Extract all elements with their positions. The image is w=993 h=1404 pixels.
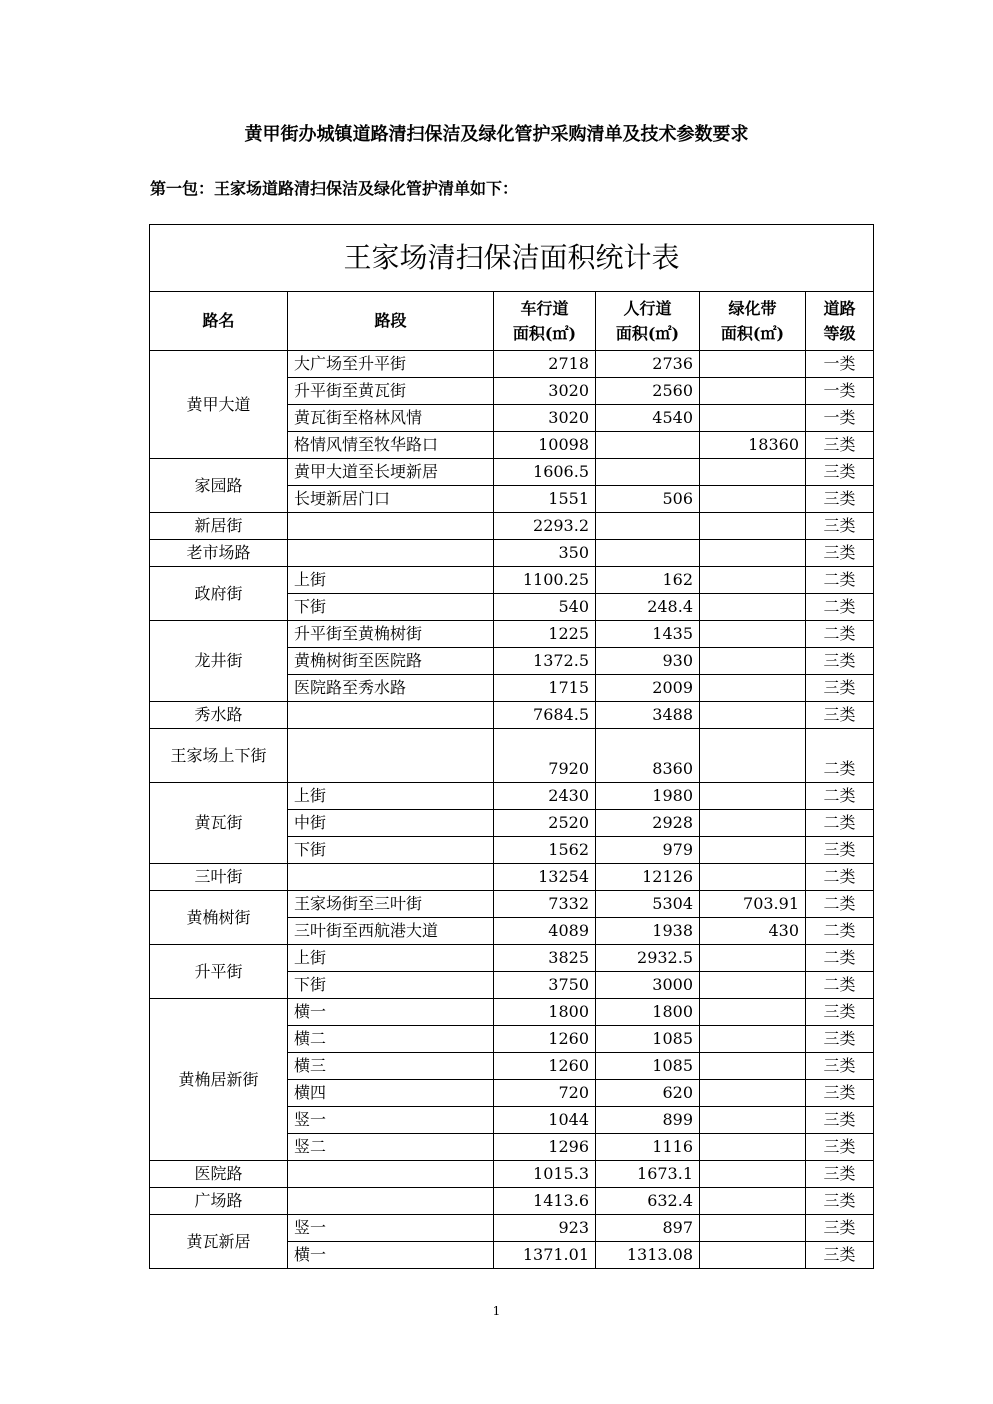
sidewalk-area-cell [596, 432, 700, 459]
table-row [150, 1215, 874, 1242]
green-belt-area-cell [700, 675, 806, 702]
segment-cell: 大广场至升平街 [288, 351, 494, 378]
segment-cell: 上街 [288, 945, 494, 972]
road-grade-cell: 二类 [806, 567, 874, 594]
sidewalk-area-cell: 2928 [596, 810, 700, 837]
road-grade-cell: 二类 [806, 729, 874, 783]
road-grade-cell: 二类 [806, 810, 874, 837]
carriageway-area-cell: 1044 [494, 1107, 596, 1134]
segment-cell: 黄瓦街至格林风情 [288, 405, 494, 432]
carriageway-area-cell: 13254 [494, 864, 596, 891]
segment-cell: 王家场街至三叶街 [288, 891, 494, 918]
sidewalk-area-cell: 1938 [596, 918, 700, 945]
carriageway-area-cell: 1715 [494, 675, 596, 702]
road-grade-cell: 一类 [806, 351, 874, 378]
road-grade-cell: 二类 [806, 594, 874, 621]
road-grade-cell: 三类 [806, 1242, 874, 1269]
segment-cell: 升平街至黄桷树街 [288, 621, 494, 648]
header-sidewalk-area [596, 292, 700, 351]
carriageway-area-cell: 3020 [494, 405, 596, 432]
segment-cell: 下街 [288, 972, 494, 999]
sidewalk-area-cell: 632.4 [596, 1188, 700, 1215]
sidewalk-area-cell: 2009 [596, 675, 700, 702]
road-name-cell: 医院路 [150, 1161, 288, 1188]
carriageway-area-cell: 1015.3 [494, 1161, 596, 1188]
segment-cell: 横二 [288, 1026, 494, 1053]
green-belt-area-cell [700, 621, 806, 648]
section-heading: 第一包：王家场道路清扫保洁及绿化管护清单如下： [150, 179, 519, 198]
carriageway-area-cell: 1413.6 [494, 1188, 596, 1215]
road-grade-cell: 二类 [806, 891, 874, 918]
table-row [150, 1161, 874, 1188]
road-grade-cell: 三类 [806, 1134, 874, 1161]
road-grade-cell: 三类 [806, 1215, 874, 1242]
carriageway-area-cell: 2520 [494, 810, 596, 837]
carriageway-area-cell: 1372.5 [494, 648, 596, 675]
green-belt-area-cell [700, 702, 806, 729]
segment-cell [288, 702, 494, 729]
green-belt-area-cell [700, 378, 806, 405]
header-carriageway-line2: 面积(㎡) [512, 324, 577, 343]
road-name-cell: 黄瓦新居 [150, 1215, 288, 1269]
road-grade-cell: 二类 [806, 783, 874, 810]
carriageway-area-cell: 3020 [494, 378, 596, 405]
carriageway-area-cell: 4089 [494, 918, 596, 945]
road-grade-cell: 三类 [806, 1188, 874, 1215]
sidewalk-area-cell: 1085 [596, 1026, 700, 1053]
road-grade-cell: 三类 [806, 1080, 874, 1107]
header-segment: 路段 [288, 292, 494, 351]
header-grade-line2: 等级 [823, 324, 856, 343]
segment-cell: 长埂新居门口 [288, 486, 494, 513]
sidewalk-area-cell: 897 [596, 1215, 700, 1242]
header-green-line2: 面积(㎡) [720, 324, 785, 343]
green-belt-area-cell [700, 459, 806, 486]
sidewalk-area-cell: 899 [596, 1107, 700, 1134]
road-name-cell: 黄桷树街 [150, 891, 288, 945]
road-grade-cell: 一类 [806, 378, 874, 405]
table-title: 王家场清扫保洁面积统计表 [150, 225, 874, 292]
road-name-cell: 升平街 [150, 945, 288, 999]
table-row [150, 1188, 874, 1215]
green-belt-area-cell [700, 1080, 806, 1107]
segment-cell: 上街 [288, 783, 494, 810]
road-name-cell: 黄甲大道 [150, 351, 288, 459]
segment-cell: 横四 [288, 1080, 494, 1107]
segment-cell [288, 513, 494, 540]
carriageway-area-cell: 1100.25 [494, 567, 596, 594]
road-grade-cell: 三类 [806, 486, 874, 513]
table-row [150, 459, 874, 486]
header-row [150, 292, 874, 351]
segment-cell: 横三 [288, 1053, 494, 1080]
road-grade-cell: 三类 [806, 432, 874, 459]
road-grade-cell: 三类 [806, 702, 874, 729]
carriageway-area-cell: 2293.2 [494, 513, 596, 540]
page-number: 1 [492, 1304, 501, 1318]
green-belt-area-cell [700, 1053, 806, 1080]
document-title: 黄甲街办城镇道路清扫保洁及绿化管护采购清单及技术参数要求 [244, 124, 749, 145]
carriageway-area-cell: 923 [494, 1215, 596, 1242]
carriageway-area-cell: 3825 [494, 945, 596, 972]
sidewalk-area-cell: 1085 [596, 1053, 700, 1080]
green-belt-area-cell [700, 594, 806, 621]
header-road-grade [806, 292, 874, 351]
green-belt-area-cell [700, 1161, 806, 1188]
road-name-cell: 家园路 [150, 459, 288, 513]
segment-cell: 竖一 [288, 1107, 494, 1134]
table-row [150, 891, 874, 918]
road-name-cell: 新居街 [150, 513, 288, 540]
green-belt-area-cell [700, 783, 806, 810]
carriageway-area-cell: 3750 [494, 972, 596, 999]
green-belt-area-cell [700, 945, 806, 972]
header-grade-line1: 道路 [823, 299, 856, 318]
carriageway-area-cell: 7684.5 [494, 702, 596, 729]
sidewalk-area-cell: 1673.1 [596, 1161, 700, 1188]
carriageway-area-cell: 1606.5 [494, 459, 596, 486]
carriageway-area-cell: 1562 [494, 837, 596, 864]
sidewalk-area-cell: 2736 [596, 351, 700, 378]
table-row [150, 540, 874, 567]
header-green-line1: 绿化带 [728, 299, 777, 318]
table-row [150, 729, 874, 783]
green-belt-area-cell [700, 1026, 806, 1053]
segment-cell: 三叶街至西航港大道 [288, 918, 494, 945]
segment-cell [288, 1188, 494, 1215]
header-road-name: 路名 [150, 292, 288, 351]
segment-cell: 医院路至秀水路 [288, 675, 494, 702]
segment-cell [288, 729, 494, 783]
road-grade-cell: 三类 [806, 1161, 874, 1188]
sidewalk-area-cell: 4540 [596, 405, 700, 432]
green-belt-area-cell [700, 999, 806, 1026]
table-row [150, 702, 874, 729]
table-row [150, 945, 874, 972]
sidewalk-area-cell: 1980 [596, 783, 700, 810]
green-belt-area-cell [700, 540, 806, 567]
carriageway-area-cell: 1260 [494, 1026, 596, 1053]
sidewalk-area-cell: 1435 [596, 621, 700, 648]
green-belt-area-cell [700, 810, 806, 837]
table-row [150, 783, 874, 810]
road-grade-cell: 二类 [806, 864, 874, 891]
carriageway-area-cell: 7332 [494, 891, 596, 918]
segment-cell: 上街 [288, 567, 494, 594]
road-name-cell: 黄瓦街 [150, 783, 288, 864]
segment-cell: 中街 [288, 810, 494, 837]
road-name-cell: 老市场路 [150, 540, 288, 567]
green-belt-area-cell: 703.91 [700, 891, 806, 918]
sidewalk-area-cell: 5304 [596, 891, 700, 918]
carriageway-area-cell: 540 [494, 594, 596, 621]
sidewalk-area-cell: 506 [596, 486, 700, 513]
carriageway-area-cell: 2718 [494, 351, 596, 378]
segment-cell: 黄甲大道至长埂新居 [288, 459, 494, 486]
segment-cell: 竖一 [288, 1215, 494, 1242]
table-body [150, 351, 874, 1269]
green-belt-area-cell [700, 1215, 806, 1242]
green-belt-area-cell [700, 837, 806, 864]
carriageway-area-cell: 10098 [494, 432, 596, 459]
header-sidewalk-line1: 人行道 [623, 299, 672, 318]
sidewalk-area-cell: 12126 [596, 864, 700, 891]
sidewalk-area-cell: 979 [596, 837, 700, 864]
green-belt-area-cell [700, 648, 806, 675]
header-green-belt-area [700, 292, 806, 351]
segment-cell [288, 540, 494, 567]
road-grade-cell: 三类 [806, 513, 874, 540]
road-grade-cell: 二类 [806, 972, 874, 999]
road-grade-cell: 三类 [806, 999, 874, 1026]
carriageway-area-cell: 350 [494, 540, 596, 567]
green-belt-area-cell [700, 1134, 806, 1161]
sidewalk-area-cell: 248.4 [596, 594, 700, 621]
carriageway-area-cell: 1800 [494, 999, 596, 1026]
road-name-cell: 三叶街 [150, 864, 288, 891]
road-grade-cell: 三类 [806, 540, 874, 567]
green-belt-area-cell [700, 864, 806, 891]
segment-cell [288, 864, 494, 891]
segment-cell: 下街 [288, 837, 494, 864]
sidewalk-area-cell: 162 [596, 567, 700, 594]
carriageway-area-cell: 720 [494, 1080, 596, 1107]
sidewalk-area-cell: 2932.5 [596, 945, 700, 972]
segment-cell [288, 1161, 494, 1188]
road-grade-cell: 三类 [806, 648, 874, 675]
road-name-cell: 龙井街 [150, 621, 288, 702]
road-grade-cell: 三类 [806, 459, 874, 486]
road-name-cell: 王家场上下街 [150, 729, 288, 783]
sidewalk-area-cell: 3000 [596, 972, 700, 999]
road-grade-cell: 二类 [806, 918, 874, 945]
carriageway-area-cell: 7920 [494, 729, 596, 783]
green-belt-area-cell [700, 1188, 806, 1215]
table-row [150, 351, 874, 378]
segment-cell: 竖二 [288, 1134, 494, 1161]
sidewalk-area-cell [596, 513, 700, 540]
table-row [150, 567, 874, 594]
table-row [150, 513, 874, 540]
area-statistics-table [149, 224, 874, 1269]
carriageway-area-cell: 1551 [494, 486, 596, 513]
road-name-cell: 秀水路 [150, 702, 288, 729]
green-belt-area-cell: 18360 [700, 432, 806, 459]
carriageway-area-cell: 1260 [494, 1053, 596, 1080]
segment-cell: 升平街至黄瓦街 [288, 378, 494, 405]
segment-cell: 下街 [288, 594, 494, 621]
sidewalk-area-cell [596, 459, 700, 486]
table-row [150, 621, 874, 648]
road-grade-cell: 二类 [806, 621, 874, 648]
sidewalk-area-cell: 2560 [596, 378, 700, 405]
sidewalk-area-cell: 8360 [596, 729, 700, 783]
carriageway-area-cell: 2430 [494, 783, 596, 810]
road-grade-cell: 一类 [806, 405, 874, 432]
sidewalk-area-cell [596, 540, 700, 567]
road-grade-cell: 三类 [806, 1026, 874, 1053]
segment-cell: 黄桷树街至医院路 [288, 648, 494, 675]
green-belt-area-cell: 430 [700, 918, 806, 945]
carriageway-area-cell: 1371.01 [494, 1242, 596, 1269]
carriageway-area-cell: 1225 [494, 621, 596, 648]
table-row [150, 999, 874, 1026]
sidewalk-area-cell: 1313.08 [596, 1242, 700, 1269]
green-belt-area-cell [700, 567, 806, 594]
road-name-cell: 政府街 [150, 567, 288, 621]
sidewalk-area-cell: 3488 [596, 702, 700, 729]
road-name-cell: 黄桷居新街 [150, 999, 288, 1161]
header-carriageway-area [494, 292, 596, 351]
table-row [150, 864, 874, 891]
road-name-cell: 广场路 [150, 1188, 288, 1215]
header-sidewalk-line2: 面积(㎡) [615, 324, 680, 343]
segment-cell: 格情风情至牧华路口 [288, 432, 494, 459]
green-belt-area-cell [700, 1242, 806, 1269]
segment-cell: 横一 [288, 1242, 494, 1269]
road-grade-cell: 三类 [806, 1053, 874, 1080]
segment-cell: 横一 [288, 999, 494, 1026]
road-grade-cell: 二类 [806, 945, 874, 972]
road-grade-cell: 三类 [806, 675, 874, 702]
sidewalk-area-cell: 1800 [596, 999, 700, 1026]
green-belt-area-cell [700, 972, 806, 999]
road-grade-cell: 三类 [806, 837, 874, 864]
sidewalk-area-cell: 1116 [596, 1134, 700, 1161]
green-belt-area-cell [700, 513, 806, 540]
road-grade-cell: 三类 [806, 1107, 874, 1134]
green-belt-area-cell [700, 486, 806, 513]
sidewalk-area-cell: 930 [596, 648, 700, 675]
header-carriageway-line1: 车行道 [520, 299, 569, 318]
carriageway-area-cell: 1296 [494, 1134, 596, 1161]
green-belt-area-cell [700, 405, 806, 432]
green-belt-area-cell [700, 1107, 806, 1134]
green-belt-area-cell [700, 351, 806, 378]
green-belt-area-cell [700, 729, 806, 783]
sidewalk-area-cell: 620 [596, 1080, 700, 1107]
